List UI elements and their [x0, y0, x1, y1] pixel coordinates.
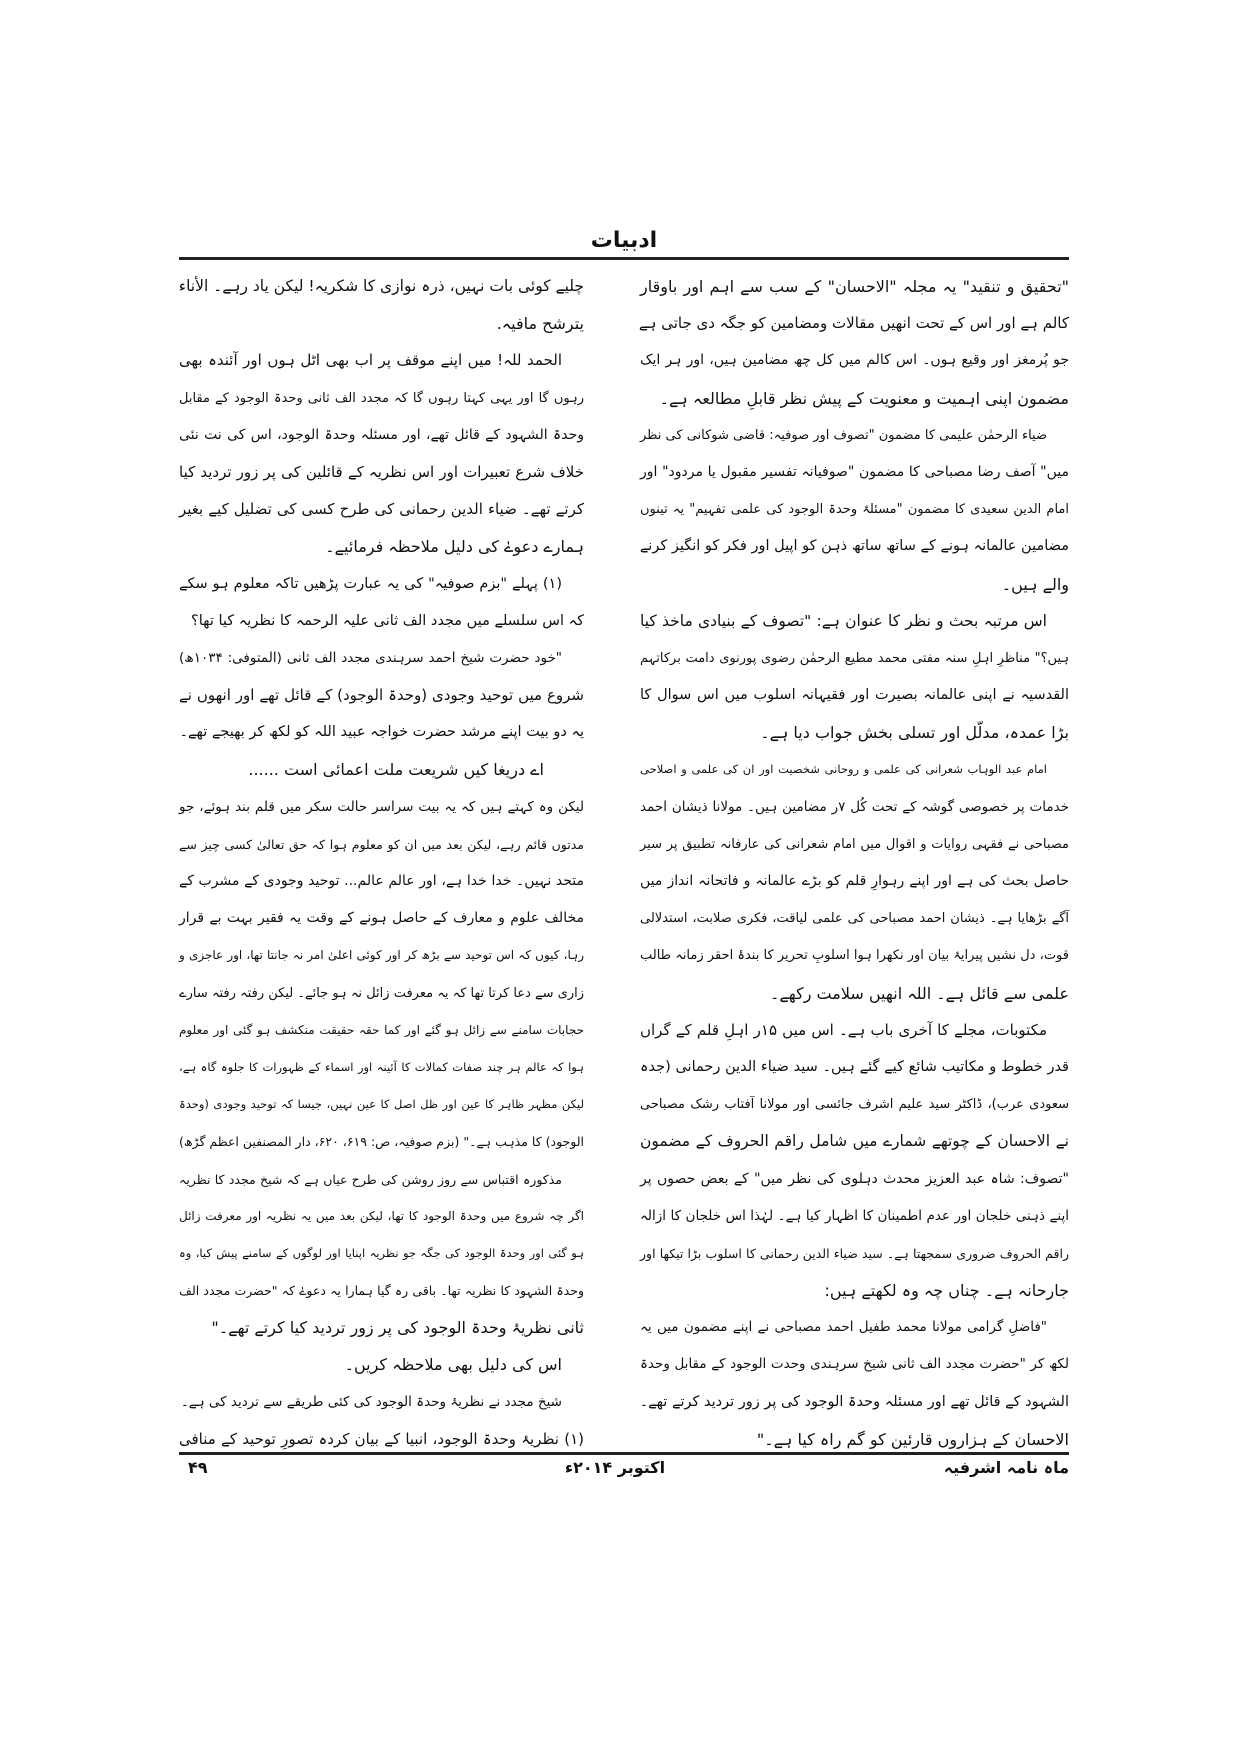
text-line: خدمات پر خصوصی گوشہ کے تحت کُل ۷ر مضامین ہیں۔ مولانا ذیشان احمد: [640, 798, 1069, 815]
text-line: راقم الحروف ضروری سمجھتا ہے۔ سید ضیاء الدین رحمانی کا اسلوب بڑا تیکھا اور: [640, 1245, 1069, 1261]
text-line: رہا، کیوں کہ اس توحید سے بڑھ کر اور کوئی اعلیٰ امر نہ جانتا تھا، اور عاجزی و: [179, 948, 584, 963]
text-line: اے دریغا کیں شریعت ملت اعمائی است ......: [248, 760, 544, 780]
text-line: الوجود) کا مذہب ہے۔" (بزم صوفیہ، ص: ۶۱۹، ۶۲۰، دار المصنفین اعظم گڑھ): [178, 1134, 584, 1150]
text-line: (۱) پہلے "بزم صوفیہ" کی یہ عبارت پڑھیں تاکہ معلوم ہو سکے: [179, 575, 562, 592]
text-line: "تصوف: شاہ عبد العزیز محدث دہلوی کی نظر میں" کے بعض حصوں پر: [640, 1170, 1069, 1187]
text-line: اس مرتبہ بحث و نظر کا عنوان ہے: "تصوف کے بنیادی ماخذ کیا: [640, 611, 1047, 630]
text-line: ہوا کہ عالم ہر چند صفات کمالات کا آئینہ اور اسماء کے ظہورات کا جلوہ گاہ ہے،: [179, 1059, 584, 1074]
text-line: "تحقیق و تنقید" یہ مجلہ "الاحسان" کے سب سے اہم اور باوقار: [640, 277, 1069, 296]
text-line: خلاف شرع تعبیرات اور اس نظریہ کے قائلین کی پر زور تردید کیا: [179, 462, 584, 481]
text-line: یہ دو بیت اپنے مرشد حضرت خواجہ عبید اللہ کو لکھ کر بھیجے تھے۔: [179, 724, 584, 741]
right-text-column: [640, 268, 1069, 1458]
page-number: ۴۹: [188, 1458, 208, 1477]
header-rule: [179, 257, 1069, 260]
text-line: کہ اس سلسلے میں مجدد الف ثانی علیہ الرحمہ کا نظریہ کیا تھا؟: [191, 612, 584, 629]
text-line: "فاضلِ گرامی مولانا محمد طفیل احمد مصباحی نے اپنے مضمون میں یہ: [640, 1319, 1047, 1336]
section-title: ادبیات: [590, 228, 658, 253]
text-line: الحمد للہ! میں اپنے موقف پر اب بھی اٹل ہوں اور آئندہ بھی: [179, 351, 562, 370]
text-line: مخالف علوم و معارف کے حاصل ہونے کے وقت یہ فقیر بہت بے قرار: [179, 910, 584, 927]
text-line: مدتوں قائم رہے، لیکن بعد میں ان کو معلوم ہوا کہ حق تعالیٰ کسی چیز سے: [179, 836, 584, 852]
text-line: کالم ہے اور اس کے تحت انھیں مقالات ومضامین کو جگہ دی جاتی ہے: [638, 314, 1069, 333]
text-line: علمی سے قائل ہے۔ اللہ انھیں سلامت رکھے۔: [769, 983, 1069, 1003]
text-line: اپنے ذہنی خلجان اور عدم اطمینان کا اظہار کیا ہے۔ لہٰذا اس خلجان کا ازالہ: [640, 1207, 1069, 1224]
text-line: مضامین عالمانہ ہونے کے ساتھ ساتھ ذہن کو اپیل اور فکر کو انگیز کرنے: [639, 538, 1069, 555]
left-text-column: [179, 268, 584, 1458]
text-line: ہیں؟" مناظرِ اہلِ سنہ مفتی محمد مطیع الرحمٰن رضوی پورنوی دامت برکاتہم: [640, 650, 1069, 666]
text-line: (۱) نظریۂ وحدۃ الوجود، انبیا کے بیان کردہ تصورِ توحید کے منافی: [179, 1429, 584, 1448]
text-line: ہمارے دعوےٰ کی دلیل ملاحظہ فرمائیے۔: [325, 537, 584, 557]
text-line: ہو گئی اور وحدۃ الوجود کی جگہ جو نظریہ اپنایا اور لوگوں کے سامنے پیش کیا، وہ: [179, 1245, 584, 1260]
text-line: قوت، دل نشیں پیرایۂ بیان اور نکھرا ہوا اسلوبِ تحریر کا بندۂ احقر زمانہ طالب: [640, 948, 1069, 964]
text-line: مذکورہ اقتباس سے روز روشن کی طرح عیاں ہے کہ شیخ مجدد کا نظریہ: [179, 1171, 562, 1187]
text-line: رہوں گا اور یہی کہتا رہوں گا کہ مجدد الف ثانی وحدۃ الوجود کے مقابل: [179, 390, 584, 406]
text-line: متحد نہیں۔ خدا خدا ہے، اور عالم عالم... توحید وجودی کے مشرب کے: [179, 873, 584, 889]
text-line: جارحانہ ہے۔ چناں چہ وہ لکھتے ہیں:: [824, 1281, 1069, 1301]
text-line: ضیاء الرحمٰن علیمی کا مضمون "تصوف اور صوفیہ: قاضی شوکانی کی نظر: [639, 427, 1047, 443]
text-line: کرتے تھے۔ ضیاء الدین رحمانی کی طرح کسی کی تضلیل کیے بغیر: [179, 500, 584, 519]
text-line: بڑا عمدہ، مدلّل اور تسلی بخش جواب دیا ہے۔: [760, 723, 1069, 743]
text-line: والے ہیں۔: [1001, 574, 1069, 594]
text-line: شروع میں توحید وجودی (وحدۃ الوجود) کے قائل تھے اور انھوں نے: [179, 686, 584, 705]
text-line: حجابات سامنے سے زائل ہو گئے اور کما حقہ حقیقت منکشف ہو گئی اور معلوم: [179, 1022, 584, 1037]
text-line: الاحسان کے ہزاروں قارئین کو گم راہ کیا ہے۔": [756, 1429, 1069, 1449]
text-line: اگر چہ شروع میں وحدۃ الوجود کا تھا، لیکن بعد میں یہ نظریہ اور معرفت زائل: [179, 1208, 584, 1223]
text-line: امام عبد الوہاب شعرانی کی علمی و روحانی شخصیت اور ان کی علمی و اصلاحی: [640, 762, 1047, 777]
text-line: لیکن مظہر ظاہر کا عین اور ظل اصل کا عین نہیں، جیسا کہ توحید وجودی (وحدۃ: [179, 1097, 584, 1112]
magazine-name: ماہ نامہ اشرفیہ: [943, 1458, 1069, 1477]
text-line: قدر خطوط و مکاتیب شائع کیے گئے ہیں۔ سید ضیاء الدین رحمانی (جدہ: [640, 1058, 1069, 1075]
text-line: شیخ مجدد نے نظریۂ وحدۃ الوجود کی کئی طریقے سے تردید کی ہے۔: [180, 1393, 562, 1410]
text-line: القدسیہ نے اپنی عالمانہ بصیرت اور فقیہانہ اسلوب میں اس سوال کا: [640, 687, 1069, 704]
text-line: آگے بڑھایا ہے۔ ذیشان احمد مصباحی کی علمی لیاقت، فکری صلابت، استدلالی: [640, 911, 1069, 927]
text-line: سعودی عرب)، ڈاکٹر سید علیم اشرف جائسی اور مولانا آفتاب رشک مصباحی: [640, 1097, 1069, 1113]
text-line: لیکن وہ کہتے ہیں کہ یہ بیت سراسر حالت سکر میں قلم بند ہوئے، جو: [179, 798, 584, 815]
text-line: الشہود کے قائل تھے اور مسئلہ وحدۃ الوجود کی پر زور تردید کرتے تھے۔: [639, 1393, 1069, 1410]
issue-date: اکتوبر ۲۰۱۴ء: [564, 1458, 666, 1477]
text-line: مکتوبات، مجلے کا آخری باب ہے۔ اس میں ۱۵ر اہلِ قلم کے گراں: [640, 1020, 1047, 1039]
text-line: یترشح مافیہ.: [496, 314, 584, 334]
text-line: وحدۃ الشہود کا نظریہ تھا۔ باقی رہ گیا ہمارا یہ دعوےٰ کہ "حضرت مجدد الف: [179, 1283, 584, 1299]
text-line: حاصل بحث کی ہے اور اپنے رہوارِ قلم کو بڑے عالمانہ و فاتحانہ انداز میں: [640, 873, 1069, 889]
text-line: امام الدین سعیدی کا مضمون "مسئلۂ وحدۃ الوجود کی علمی تفہیم" یہ تینوں: [640, 502, 1069, 518]
text-line: اس کی دلیل بھی ملاحظہ کریں۔: [344, 1355, 562, 1375]
text-line: نے الاحسان کے چوتھے شمارے میں شامل راقم الحروف کے مضمون: [640, 1132, 1069, 1151]
footer-rule: [179, 1452, 1069, 1455]
text-line: وحدۃ الشہود کے قائل تھے، اور مسئلہ وحدۃ الوجود، اس کی نت نئی: [179, 426, 584, 443]
text-line: جو پُرمغز اور وقیع ہوں۔ اس کالم میں کل چھ مضامین ہیں، اور ہر ایک: [640, 352, 1069, 369]
text-line: مضمون اپنی اہمیت و معنویت کے پیش نظر قابلِ مطالعہ ہے۔: [659, 388, 1069, 408]
text-line: مصباحی نے فقہی روایات و اقوال میں امام شعرانی کی عارفانہ تطبیق پر سیر: [640, 836, 1069, 852]
text-line: زاری سے دعا کرتا تھا کہ یہ معرفت زائل نہ ہو جائے۔ لیکن رفتہ رفتہ سارے: [179, 985, 584, 1001]
text-line: "خود حضرت شیخ احمد سرہندی مجدد الف ثانی (المتوفی: ۱۰۳۴ھ): [179, 649, 562, 666]
text-line: چلیے کوئی بات نہیں، ذرہ نوازی کا شکریہ! لیکن یاد رہے۔ الأناء: [178, 277, 584, 295]
text-line: میں" آصف رضا مصباحی کا مضمون "صوفیانہ تفسیر مقبول یا مردود" اور: [640, 463, 1069, 480]
text-line: لکھ کر "حضرت مجدد الف ثانی شیخ سرہندی وحدت الوجود کے مقابل وحدۃ: [640, 1356, 1069, 1373]
text-line: ثانی نظریۂ وحدۃ الوجود کی پر زور تردید کیا کرتے تھے۔": [211, 1318, 584, 1338]
